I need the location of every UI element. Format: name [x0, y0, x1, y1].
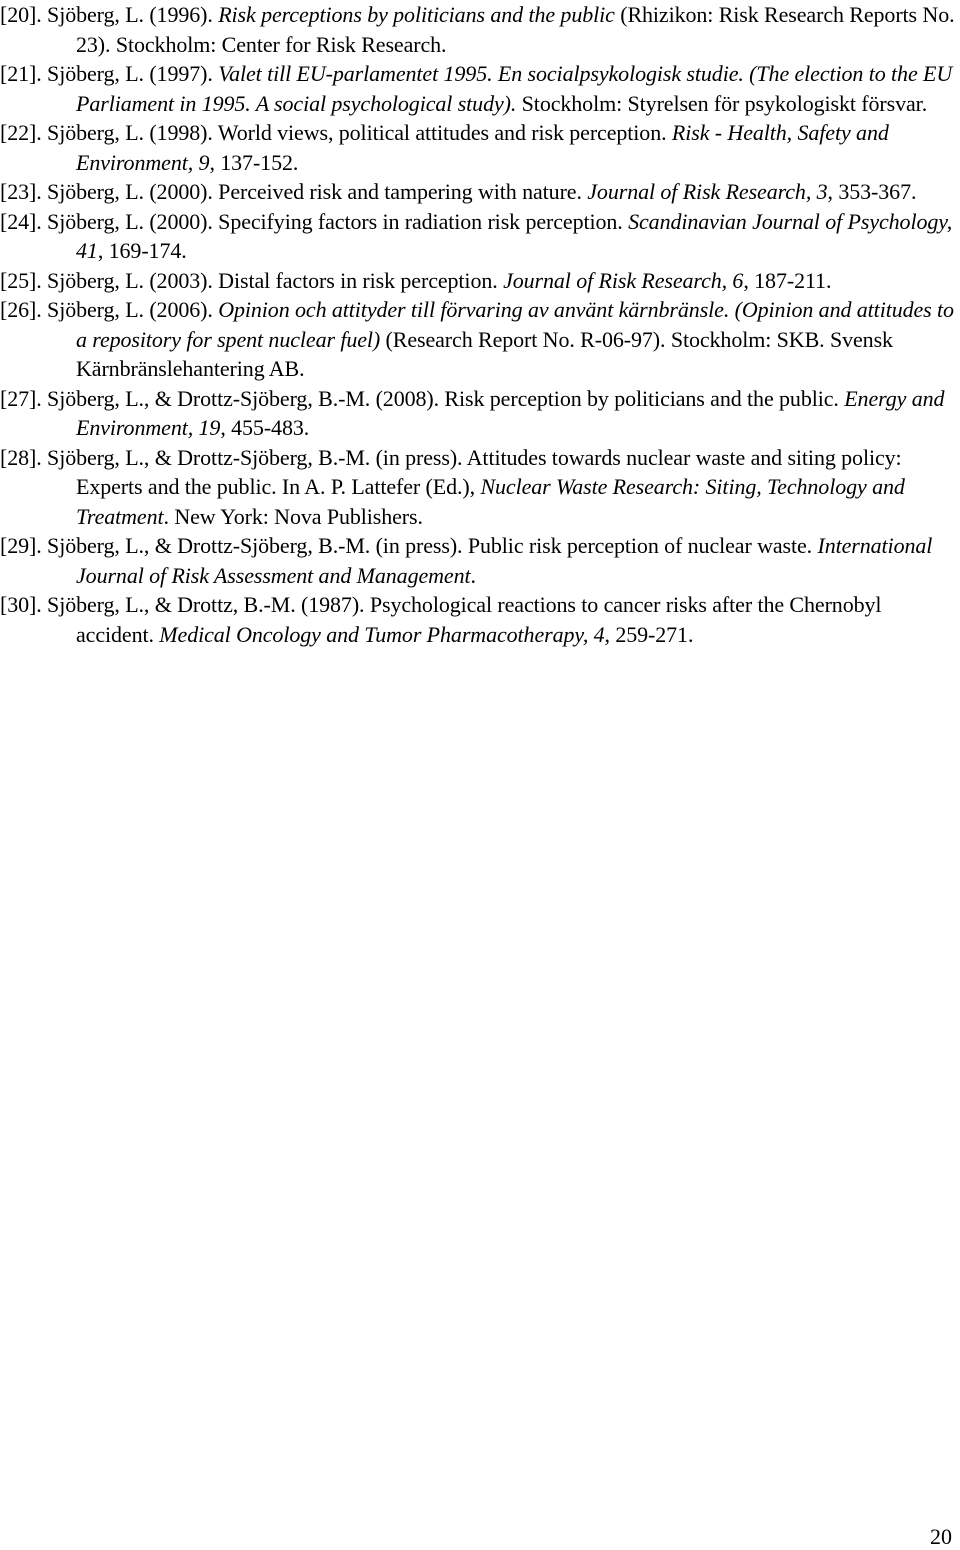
reference-item — [0, 266, 958, 296]
reference-text: [22]. Sjöberg, L. (1998). World views, political attitudes and risk perception. — [0, 120, 672, 145]
reference-text: [23]. Sjöberg, L. (2000). Perceived risk and tampering with nature. — [0, 179, 588, 204]
reference-item — [0, 295, 958, 384]
reference-text: [21]. Sjöberg, L. (1997). — [0, 61, 219, 86]
reference-source-italic: Scandinavian Journal of Psychology, 41 — [76, 208, 953, 263]
reference-source-italic: Opinion och attityder till förvaring av använt kärnbränsle. (Opinion and attitudes to a repository for spent nuclear fuel) — [76, 297, 954, 352]
reference-text: [25]. Sjöberg, L. (2003). Distal factors in risk perception. — [0, 267, 504, 293]
reference-text: (Research Report No. R-06-97). Stockholm: SKB. Svensk Kärnbränslehantering AB. — [76, 326, 893, 381]
reference-text: , 137-152. — [209, 149, 299, 175]
reference-text: [27]. Sjöberg, L., & Drottz-Sjöberg, B.-M. (2008). Risk perception by politicians and the public. — [0, 385, 845, 411]
reference-text: (Rhizikon: Risk Research Reports No. 23). Stockholm: Center for Risk Research. — [76, 2, 955, 57]
reference-source-italic: Risk perceptions by politicians and the public — [218, 2, 615, 27]
reference-source-italic: International Journal of Risk Assessment and Management — [76, 533, 933, 588]
reference-item — [0, 384, 958, 443]
reference-source-italic: Energy and Environment, 19 — [76, 385, 945, 440]
reference-text: [26]. Sjöberg, L. (2006). — [0, 297, 219, 322]
reference-text: Stockholm: Styrelsen för psykologiskt försvar. — [516, 90, 928, 116]
reference-item — [0, 118, 958, 177]
reference-text: . New York: Nova Publishers. — [163, 503, 423, 529]
reference-text: . — [470, 562, 476, 588]
reference-list — [0, 0, 958, 649]
reference-item — [0, 531, 958, 590]
reference-item — [0, 443, 958, 532]
reference-text: , 169-174. — [97, 238, 187, 263]
reference-source-italic: Journal of Risk Research, 3 — [587, 179, 828, 204]
reference-item — [0, 177, 958, 207]
reference-text: , 455-483. — [220, 415, 310, 440]
reference-source-italic: Journal of Risk Research, 6 — [503, 267, 744, 293]
reference-text: , 259-271. — [604, 621, 694, 647]
reference-text: [29]. Sjöberg, L., & Drottz-Sjöberg, B.-M. (in press). Public risk perception of nuclear waste. — [0, 533, 818, 558]
reference-text: [30]. Sjöberg, L., & Drottz, B.-M. (1987). Psychological reactions to cancer risks after the Chernobyl accident. — [0, 592, 882, 647]
reference-source-italic: Nuclear Waste Research: Siting, Technology and Treatment — [76, 474, 905, 529]
reference-item — [0, 59, 958, 118]
reference-source-italic: Valet till EU-parlamentet 1995. En socialpsykologisk studie. (The election to the EU Parliament in 1995. A social psychological study). — [76, 61, 953, 116]
reference-source-italic: Medical Oncology and Tumor Pharmacotherapy, 4 — [159, 621, 605, 647]
reference-text: [24]. Sjöberg, L. (2000). Specifying factors in radiation risk perception. — [0, 208, 629, 234]
reference-source-italic: Risk - Health, Safety and Environment, 9 — [76, 120, 889, 175]
reference-item — [0, 0, 958, 59]
reference-text: , 187-211. — [743, 267, 832, 293]
reference-item — [0, 207, 958, 266]
reference-text: [28]. Sjöberg, L., & Drottz-Sjöberg, B.-M. (in press). Attitudes towards nuclear waste and siting policy: Experts and the public. In A. P. Lattefer (Ed.), — [0, 444, 902, 499]
reference-text: , 353-367. — [827, 179, 917, 204]
reference-item — [0, 590, 958, 649]
page-number: 20 — [930, 1524, 952, 1549]
reference-text: [20]. Sjöberg, L. (1996). — [0, 2, 219, 27]
